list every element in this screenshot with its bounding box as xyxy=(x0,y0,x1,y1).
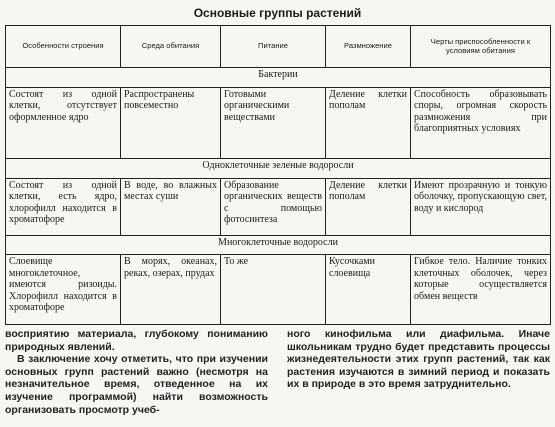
section-heading-row xyxy=(6,235,551,255)
header-habitat: Среда обитания xyxy=(121,26,221,68)
table-cell: Деление клетки пополам xyxy=(326,178,411,235)
table-cell: То же xyxy=(221,255,326,325)
table-cell: Слоевище многоклеточное, имеются ризоиды. Хлорофилл находится в хроматофоре xyxy=(6,255,121,325)
plant-groups-table xyxy=(5,25,551,325)
section-title-bacteria: Бактерии xyxy=(6,68,551,88)
right-column xyxy=(287,328,550,416)
header-reproduction: Размножение xyxy=(326,26,411,68)
table-cell: В морях, океанах, реках, озерах, прудах xyxy=(121,255,221,325)
table-cell: Состоят из одной клетки, есть ядро, хлорофилл находится в хроматофоре xyxy=(6,178,121,235)
table-cell: Гибкое тело. Наличие тонких клеточных оболочек, через которые осуществляется обмен веществ xyxy=(411,255,551,325)
table-cell: Готовыми органическими веществами xyxy=(221,87,326,158)
table-cell: Распространены повсеместно xyxy=(121,87,221,158)
table-cell: Имеют прозрачную и тонкую оболочку, пропускающую свет, воду и кислород xyxy=(411,178,551,235)
table-cell: Деление клетки пополам xyxy=(326,87,411,158)
table-cell: Состоят из одной клетки, отсутствует оформленное ядро xyxy=(6,87,121,158)
section-title-green-algae: Одноклеточные зеленые водоросли xyxy=(6,159,551,179)
table-header-row xyxy=(6,26,551,68)
page-title: Основные группы растений xyxy=(193,6,362,20)
table-cell: Кусочками слоевища xyxy=(326,255,411,325)
table-cell: В воде, во влажных местах суши xyxy=(121,178,221,235)
paragraph: восприятию материала, глубокому пониманию природных явлений. xyxy=(5,328,268,353)
paragraph: В заключение хочу отметить, что при изучении основных групп растений важно (несмотря на незначительное время, отведенное на их изучение программой) найти возможность организовать просмотр учеб- xyxy=(5,353,268,416)
paragraph: ного кинофильма или диафильма. Иначе школьникам трудно будет представить процессы жизнедеятельности этих групп растений, так как растения изучаются в зимний период и показать их в природе в это время затруднительно. xyxy=(287,328,550,391)
header-adaptation: Черты приспособленности к условиям обитания xyxy=(411,26,551,68)
section-heading-row xyxy=(6,68,551,88)
table-row xyxy=(6,178,551,235)
body-text xyxy=(5,328,550,416)
header-nutrition: Питание xyxy=(221,26,326,68)
section-title-multicellular-algae: Многоклеточные водоросли xyxy=(6,235,551,255)
section-heading-row xyxy=(6,159,551,179)
table-cell: Образование органических веществ с помощью фотосинтеза xyxy=(221,178,326,235)
table-row xyxy=(6,255,551,325)
table-cell: Способность образовывать споры, огромная скорость размножения при благоприятных условиях xyxy=(411,87,551,158)
table-row xyxy=(6,87,551,158)
header-structure: Особенности строения xyxy=(6,26,121,68)
left-column xyxy=(5,328,268,416)
